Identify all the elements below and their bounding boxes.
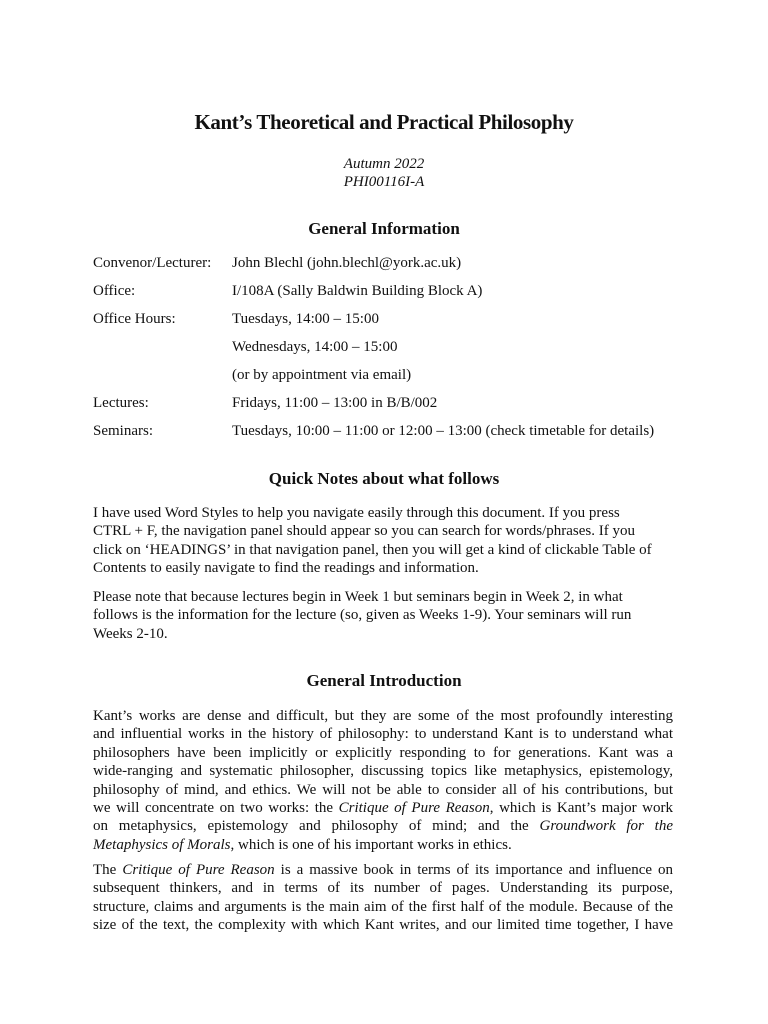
document-title: Kant’s Theoretical and Practical Philosophy: [194, 110, 574, 134]
introduction-paragraph-2: [93, 861, 673, 935]
info-row-office: [93, 283, 482, 300]
text-line: Weeks 2-10.: [93, 625, 168, 642]
text-line: I have used Word Styles to help you navigate easily through this document. If you press: [93, 505, 620, 521]
heading-general-introduction: General Introduction: [306, 671, 462, 690]
text-run: is a massive book in terms of its importance and influence on: [274, 862, 673, 878]
text-line: Please note that because lectures begin in Week 1 but seminars begin in Week 2, in what: [93, 589, 623, 605]
info-row-office-hours-3: [93, 367, 411, 384]
work-title-groundwork: Groundwork for the: [539, 818, 673, 835]
info-row-convenor: [93, 255, 461, 272]
info-row-seminars: [93, 423, 654, 440]
info-row-lectures: [93, 395, 437, 412]
text-line: follows is the information for the lecture (so, given as Weeks 1-9). Your seminars will run: [93, 607, 632, 624]
text-line: wide-ranging and systematic philosopher, discussing topics like metaphysics, epistemology,: [93, 763, 673, 780]
text-line: [93, 836, 673, 854]
text-line: [93, 861, 673, 879]
text-run: The: [93, 862, 123, 878]
text-line: [93, 799, 673, 817]
text-run: on metaphysics, epistemology and philosophy of mind; and the: [93, 818, 540, 835]
text-line: Contents to easily navigate to find the readings and information.: [93, 560, 479, 577]
heading-general-information: General Information: [308, 219, 460, 238]
text-line: philosophy of mind, and ethics. We will not be able to consider all of his contributions, but: [93, 781, 673, 798]
info-label: Office Hours:: [93, 311, 176, 327]
text-line: Kant’s works are dense and difficult, but they are some of the most profoundly interesting: [93, 708, 673, 724]
work-title-groundwork-cont: Metaphysics of Morals: [93, 836, 231, 853]
info-label: Seminars:: [93, 423, 153, 439]
info-value: Wednesdays, 14:00 – 15:00: [232, 339, 398, 355]
info-value: Tuesdays, 14:00 – 15:00: [232, 311, 379, 327]
text-run: , which is one of his important works in ethics.: [230, 836, 512, 853]
text-line: size of the text, the complexity with which Kant writes, and our limited time together, I have: [93, 917, 673, 934]
text-line: click on ‘HEADINGS’ in that navigation panel, then you will get a kind of clickable Table of: [93, 541, 652, 558]
text-line: [93, 817, 673, 835]
quick-notes-paragraph-1: [93, 504, 673, 578]
heading-quick-notes: Quick Notes about what follows: [268, 469, 500, 488]
text-line: CTRL + F, the navigation panel should appear so you can search for words/phrases. If you: [93, 523, 635, 540]
info-row-office-hours: [93, 311, 379, 328]
quick-notes-paragraph-2: [93, 588, 673, 643]
info-value: John Blechl (john.blechl@york.ac.uk): [232, 255, 462, 271]
introduction-paragraph-1: [93, 707, 673, 854]
text-run: we will concentrate on two works: the: [93, 800, 339, 817]
info-label: Office:: [93, 283, 136, 299]
module-code: PHI00116I-A: [343, 174, 425, 190]
info-value: I/108A (Sally Baldwin Building Block A): [232, 283, 483, 299]
info-value: (or by appointment via email): [232, 367, 412, 383]
info-label: Convenor/Lecturer:: [93, 255, 212, 271]
info-value: Tuesdays, 10:00 – 11:00 or 12:00 – 13:00 (check timetable for details): [232, 423, 655, 439]
info-row-office-hours-2: [93, 339, 397, 356]
text-line: subsequent thinkers, and in terms of its number of pages. Understanding its purpose,: [93, 880, 673, 897]
text-run: , which is Kant’s major work: [489, 800, 674, 817]
text-line: philosophers have been implicitly or explicitly responding to for generations. Kant was a: [93, 744, 673, 761]
text-line: and influential works in the history of philosophy: to understand Kant is to understand what: [93, 726, 673, 743]
document-term: Autumn 2022: [343, 156, 425, 172]
info-value: Fridays, 11:00 – 13:00 in B/B/002: [232, 395, 438, 411]
info-label: Lectures:: [93, 395, 149, 411]
work-title-critique: Critique of Pure Reason: [338, 800, 490, 817]
text-line: structure, claims and arguments is the main aim of the first half of the module. Because of the: [93, 898, 673, 915]
work-title-critique: Critique of Pure Reason: [122, 862, 275, 878]
